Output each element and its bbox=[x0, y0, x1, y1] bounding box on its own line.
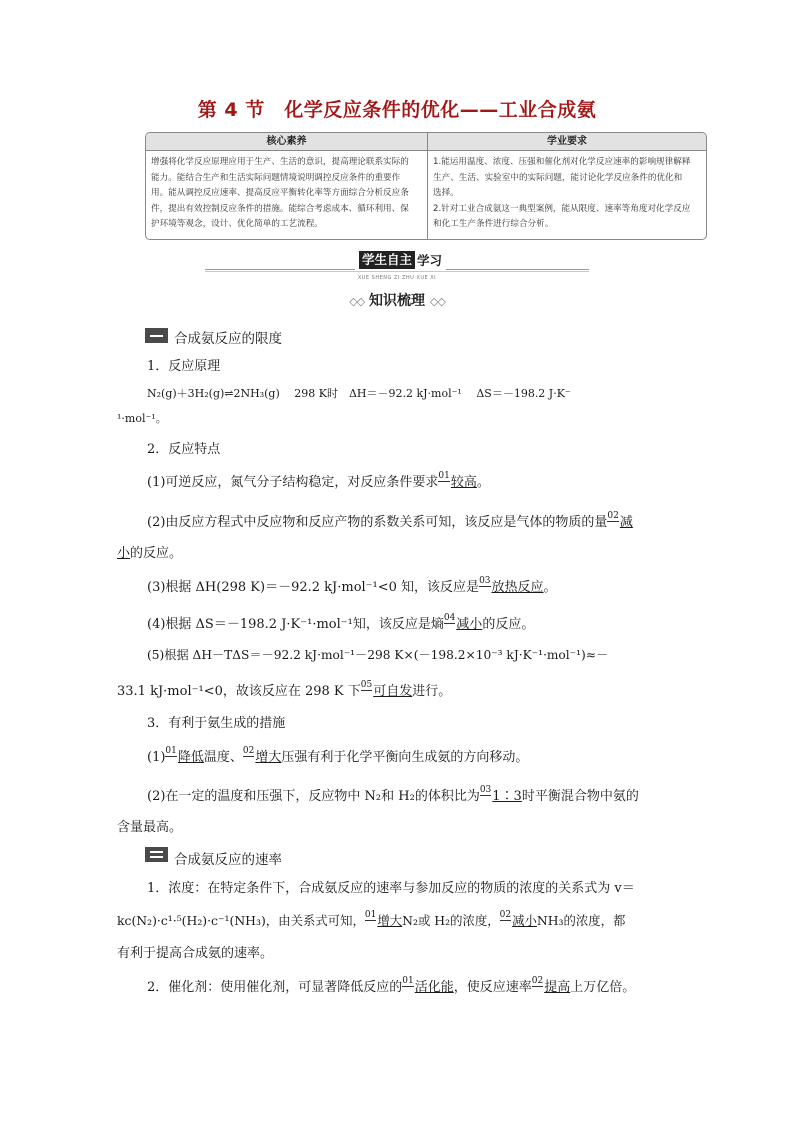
blank-number: 02 bbox=[499, 910, 512, 920]
rate-item-1: 1．浓度：在特定条件下，合成氨反应的速率与参加反应的物质的浓度的关系式为 v＝ bbox=[147, 881, 635, 896]
answer-text: 小 bbox=[117, 546, 131, 561]
feature-item-4: (4)根据 ΔS＝－198.2 J·K⁻¹·mol⁻¹知，该反应是熵04减小的反应。 bbox=[147, 613, 535, 632]
feature-item-3: (3)根据 ΔH(298 K)＝－92.2 kJ·mol⁻¹<0 知，该反应是03放热反应。 bbox=[147, 576, 557, 595]
blank-number: 01 bbox=[438, 471, 450, 481]
diamond-right-icon: ◇◇ bbox=[429, 295, 445, 308]
core-literacy-line: 增强将化学反应原理应用于生产、生活的意识，提高理论联系实际的 bbox=[151, 157, 409, 167]
principle-title: 1．反应原理 bbox=[147, 359, 221, 374]
answer-text: 放热反应 bbox=[491, 580, 544, 595]
requirements-line: 和化工生产条件进行综合分析。 bbox=[433, 219, 554, 230]
blank-number: 02 bbox=[531, 976, 544, 986]
answer-text: 提高 bbox=[544, 980, 571, 995]
requirements-text bbox=[428, 151, 706, 237]
core-literacy-line: 护环境等观念，设计、优化简单的工艺流程。 bbox=[151, 219, 323, 230]
banner-boxed-text: 学生自主 bbox=[359, 251, 415, 269]
core-literacy-header: 核心素养 bbox=[146, 133, 427, 151]
answer-text: 减小 bbox=[456, 617, 483, 632]
rate-item-2: 2．催化剂：使用催化剂，可显著降低反应的01活化能，使反应速率02提高上万亿倍。 bbox=[147, 976, 636, 995]
summary-table bbox=[145, 132, 707, 240]
reaction-equation: N₂(g)＋3H₂(g)⇌2NH₃(g) 298 K时 ΔH＝－92.2 kJ·mol⁻¹ ΔS＝－198.2 J·K⁻ bbox=[147, 387, 571, 400]
blank-number: 04 bbox=[443, 613, 456, 623]
banner-rule bbox=[205, 271, 589, 272]
answer-text: 减小 bbox=[512, 913, 537, 928]
answer-text: 较高 bbox=[450, 475, 477, 490]
section-one-heading: 合成氨反应的限度 bbox=[174, 331, 282, 347]
measure-item-2: (2)在一定的温度和压强下，反应物中 N₂和 H₂的体积比为031∶3时平衡混合物中氨的 bbox=[147, 785, 639, 804]
core-literacy-line: 能力。能结合生产和生活实际问题情境说明调控反应条件的重要作 bbox=[151, 172, 401, 183]
banner-plain-text: 学习 bbox=[417, 253, 443, 268]
self-study-banner bbox=[205, 250, 589, 281]
section-one-badge-icon bbox=[145, 328, 168, 343]
core-literacy-line: 用。能从调控反应速率、提高反应平衡转化率等方面综合分析反应条 bbox=[151, 188, 409, 199]
knowledge-title bbox=[0, 290, 794, 310]
feature-item-5: (5)根据 ΔH－TΔS＝－92.2 kJ·mol⁻¹－298 K×(－198.2×10⁻³ kJ·K⁻¹·mol⁻¹)≈－ bbox=[147, 648, 609, 662]
blank-number: 01 bbox=[364, 910, 377, 920]
rate-item-1-cont: kc(N₂)·c¹·⁵(H₂)·c⁻¹(NH₃)，由关系式可知，01增大N₂或 H₂的浓度，02减小NH₃的浓度，都 bbox=[117, 910, 626, 928]
requirements-line: 生产、生活、实验室中的实际问题，能讨论化学反应条件的优化和 bbox=[433, 172, 683, 183]
feature-item-5-cont: 33.1 kJ·mol⁻¹<0，故该反应在 298 K 下05可自发进行。 bbox=[117, 680, 452, 699]
answer-text: 降低 bbox=[177, 750, 204, 765]
answer-text: 减 bbox=[619, 515, 633, 530]
requirements-header: 学业要求 bbox=[428, 133, 706, 151]
blank-number: 05 bbox=[360, 680, 373, 690]
section-two-heading: 合成氨反应的速率 bbox=[174, 852, 282, 868]
requirements-line: 2.针对工业合成氨这一典型案例，能从限度、速率等角度对化学反应 bbox=[433, 203, 691, 214]
answer-text: 活化能 bbox=[414, 980, 454, 995]
blank-number: 03 bbox=[479, 576, 491, 586]
blank-number: 03 bbox=[479, 785, 492, 795]
measure-item-2-cont: 含量最高。 bbox=[117, 820, 183, 835]
blank-number: 01 bbox=[165, 746, 177, 756]
blank-number: 02 bbox=[242, 746, 255, 756]
answer-text: 增大 bbox=[255, 750, 282, 765]
measure-item-1: (1)01降低温度、02增大压强有利于化学平衡向生成氨的方向移动。 bbox=[147, 746, 529, 765]
core-literacy-line: 件，提出有效控制反应条件的措施。能综合考虑成本、循环利用、保 bbox=[151, 203, 409, 214]
blank-number: 01 bbox=[402, 976, 414, 986]
knowledge-title-text: 知识梳理 bbox=[369, 293, 425, 309]
measures-title: 3．有利于氨生成的措施 bbox=[147, 716, 286, 731]
rate-item-1-end: 有利于提高合成氨的速率。 bbox=[117, 946, 274, 961]
page-title: 第 4 节 化学反应条件的优化——工业合成氨 bbox=[197, 99, 597, 121]
requirements-line: 1.能运用温度、浓度、压强和催化剂对化学反应速率的影响规律解释 bbox=[433, 157, 691, 167]
answer-text: 1∶3 bbox=[492, 789, 522, 804]
feature-item-2-cont: 小的反应。 bbox=[117, 546, 183, 561]
feature-item-1: (1)可逆反应，氮气分子结构稳定，对反应条件要求01较高。 bbox=[147, 471, 490, 490]
feature-item-2: (2)由反应方程式中反应物和反应产物的系数关系可知，该反应是气体的物质的量02减 bbox=[147, 511, 633, 530]
requirements-column bbox=[428, 133, 706, 239]
diamond-left-icon: ◇◇ bbox=[349, 295, 365, 308]
core-literacy-text bbox=[146, 151, 427, 237]
blank-number: 02 bbox=[607, 511, 619, 521]
features-title: 2．反应特点 bbox=[147, 442, 221, 457]
answer-text: 可自发 bbox=[373, 684, 413, 699]
banner-pinyin: XUE SHENG ZI ZHU XUE XI bbox=[357, 275, 437, 281]
answer-text: 增大 bbox=[377, 913, 403, 928]
requirements-line: 选择。 bbox=[433, 188, 459, 199]
core-literacy-column bbox=[146, 133, 428, 239]
section-two-badge-icon bbox=[145, 847, 168, 862]
reaction-equation-cont: ¹·mol⁻¹。 bbox=[117, 412, 167, 425]
banner-tag bbox=[355, 250, 446, 271]
